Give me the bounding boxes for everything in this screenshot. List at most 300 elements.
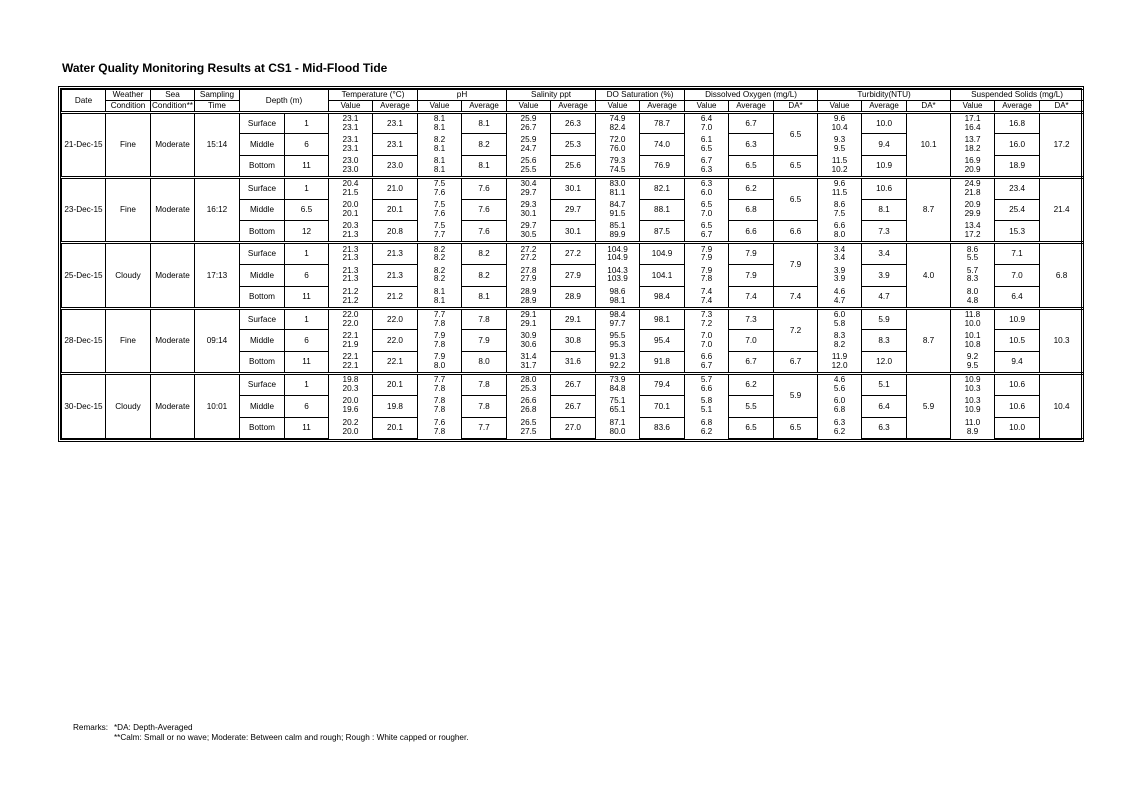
value-reading: 9.3: [833, 134, 846, 144]
value-reading: 22.0: [342, 318, 359, 328]
temperature-values-cell: [329, 156, 373, 178]
value-reading: 72.0: [609, 134, 626, 144]
sea-condition-cell: Moderate: [151, 374, 195, 439]
dissolved-oxygen-values-cell: [685, 417, 729, 439]
value-reading: 8.2: [833, 339, 846, 349]
value-reading: 5.6: [833, 384, 846, 394]
value-reading: 30.6: [520, 339, 537, 349]
value-reading: 104.9: [607, 244, 628, 254]
depth-m-cell: 11: [285, 286, 329, 308]
subheader-value: Value: [329, 101, 373, 113]
depth-m-cell: 1: [285, 308, 329, 330]
ph-values-cell: [418, 374, 462, 396]
value-reading: 7.9: [433, 330, 446, 340]
depth-label-cell: Bottom: [240, 352, 285, 374]
turbidity-values-cell: [818, 330, 862, 352]
value-reading: 7.8: [433, 405, 446, 415]
ph-values-cell: [418, 308, 462, 330]
value-reading: 27.2: [520, 244, 537, 254]
turbidity-average-cell: 4.7: [862, 286, 907, 308]
do-da-cell: 6.5: [774, 112, 818, 156]
salinity-average-cell: 29.7: [551, 199, 596, 221]
value-reading: 7.8: [433, 339, 446, 349]
temperature-average-cell: 23.0: [373, 156, 418, 178]
depth-m-cell: 6: [285, 330, 329, 352]
suspended-solids-values-cell: [951, 308, 995, 330]
depth-label-cell: Surface: [240, 374, 285, 396]
turbidity-da-cell: 10.1: [907, 112, 951, 177]
suspended-solids-values-cell: [951, 156, 995, 178]
dissolved-oxygen-average-cell: 6.2: [729, 374, 774, 396]
value-reading: 8.0: [833, 230, 846, 240]
do-saturation-average-cell: 88.1: [640, 199, 685, 221]
turbidity-values-cell: [818, 177, 862, 199]
value-reading: 28.0: [520, 375, 537, 385]
temperature-average-cell: 21.2: [373, 286, 418, 308]
turbidity-values-cell: [818, 199, 862, 221]
ph-values-cell: [418, 134, 462, 156]
salinity-values-cell: [507, 134, 551, 156]
value-reading: 7.7: [433, 375, 446, 385]
depth-label-cell: Middle: [240, 134, 285, 156]
remarks-sea-note: **Calm: Small or no wave; Moderate: Between calm and rough; Rough : White capped or rougher.: [114, 733, 469, 742]
suspended-solids-average-cell: 7.0: [995, 265, 1040, 287]
salinity-average-cell: 31.6: [551, 352, 596, 374]
suspended-solids-values-cell: [951, 221, 995, 243]
value-reading: 9.2: [966, 352, 979, 361]
value-reading: 8.1: [433, 155, 446, 165]
value-reading: 23.0: [342, 164, 359, 174]
do-saturation-values-cell: [596, 395, 640, 417]
suspended-solids-average-cell: 25.4: [995, 199, 1040, 221]
value-reading: 4.8: [966, 295, 979, 305]
suspended-solids-average-cell: 9.4: [995, 352, 1040, 374]
value-reading: 8.0: [433, 360, 446, 370]
value-reading: 25.6: [520, 155, 537, 165]
temperature-values-cell: [329, 417, 373, 439]
do-saturation-average-cell: 70.1: [640, 395, 685, 417]
dissolved-oxygen-average-cell: 6.5: [729, 156, 774, 178]
dissolved-oxygen-average-cell: 7.9: [729, 243, 774, 265]
turbidity-average-cell: 3.9: [862, 265, 907, 287]
ph-values-cell: [418, 199, 462, 221]
weather-cell: Cloudy: [106, 243, 151, 308]
do-saturation-values-cell: [596, 112, 640, 134]
do-da-cell: 6.5: [774, 177, 818, 221]
dissolved-oxygen-average-cell: 6.6: [729, 221, 774, 243]
value-reading: 20.3: [342, 221, 359, 231]
value-reading: 104.3: [607, 265, 628, 275]
subheader-value: Value: [818, 101, 862, 113]
temperature-values-cell: [329, 395, 373, 417]
ph-average-cell: 8.2: [462, 243, 507, 265]
value-reading: 30.5: [520, 230, 537, 240]
value-reading: 7.8: [433, 318, 446, 328]
suspended-solids-values-cell: [951, 112, 995, 134]
table-header: [62, 90, 1084, 113]
table-row: [62, 243, 1084, 265]
value-reading: 3.9: [833, 274, 846, 284]
value-reading: 7.8: [433, 396, 446, 406]
depth-label-cell: Bottom: [240, 417, 285, 439]
value-reading: 11.9: [831, 352, 848, 361]
salinity-values-cell: [507, 286, 551, 308]
value-reading: 9.6: [833, 179, 846, 189]
temperature-values-cell: [329, 199, 373, 221]
value-reading: 7.9: [700, 244, 713, 254]
value-reading: 18.2: [964, 143, 981, 153]
value-reading: 3.9: [833, 265, 846, 275]
header-weather-1: Weather: [106, 90, 151, 101]
salinity-average-cell: 26.7: [551, 395, 596, 417]
value-reading: 7.4: [700, 295, 713, 305]
ph-average-cell: 7.6: [462, 177, 507, 199]
turbidity-average-cell: 9.4: [862, 134, 907, 156]
do-da-cell: 7.9: [774, 243, 818, 287]
salinity-values-cell: [507, 330, 551, 352]
header-weather-2: Condition: [106, 101, 151, 113]
value-reading: 8.3: [966, 274, 979, 284]
value-reading: 20.0: [342, 396, 359, 406]
value-reading: 8.9: [966, 427, 979, 437]
dissolved-oxygen-values-cell: [685, 221, 729, 243]
ph-average-cell: 8.2: [462, 134, 507, 156]
turbidity-da-cell: 5.9: [907, 374, 951, 439]
turbidity-average-cell: 12.0: [862, 352, 907, 374]
value-reading: 29.7: [520, 221, 537, 231]
value-reading: 74.9: [609, 113, 626, 123]
ph-values-cell: [418, 417, 462, 439]
value-reading: 9.6: [833, 113, 846, 123]
value-reading: 82.4: [609, 122, 626, 132]
value-reading: 20.1: [342, 209, 359, 219]
temperature-values-cell: [329, 308, 373, 330]
subheader-value: Value: [507, 101, 551, 113]
value-reading: 27.5: [520, 427, 537, 437]
temperature-average-cell: 22.1: [373, 352, 418, 374]
value-reading: 21.2: [342, 286, 359, 296]
value-reading: 7.8: [433, 384, 446, 394]
turbidity-values-cell: [818, 395, 862, 417]
value-reading: 30.9: [520, 330, 537, 340]
table-row: [62, 177, 1084, 199]
subheader-average: Average: [995, 101, 1040, 113]
value-reading: 10.0: [964, 318, 981, 328]
ph-average-cell: 7.8: [462, 308, 507, 330]
date-cell: 25-Dec-15: [62, 243, 106, 308]
value-reading: 24.7: [520, 143, 537, 153]
do-bottom-cell: 6.5: [774, 417, 818, 439]
sampling-time-cell: 17:13: [195, 243, 240, 308]
value-reading: 6.6: [700, 384, 713, 394]
temperature-average-cell: 21.3: [373, 265, 418, 287]
value-reading: 13.7: [964, 134, 981, 144]
subheader-average: Average: [373, 101, 418, 113]
value-reading: 16.9: [964, 155, 981, 165]
value-reading: 8.6: [833, 200, 846, 210]
ph-average-cell: 8.0: [462, 352, 507, 374]
value-reading: 21.2: [342, 295, 359, 305]
suspended-solids-average-cell: 16.0: [995, 134, 1040, 156]
ph-average-cell: 8.1: [462, 112, 507, 134]
dissolved-oxygen-average-cell: 6.5: [729, 417, 774, 439]
header-sea-2: Condition**: [152, 101, 193, 110]
value-reading: 6.4: [700, 113, 713, 123]
turbidity-values-cell: [818, 286, 862, 308]
value-reading: 25.9: [520, 113, 537, 123]
temperature-values-cell: [329, 352, 373, 374]
value-reading: 6.0: [833, 396, 846, 406]
subheader-average: Average: [640, 101, 685, 113]
value-reading: 80.0: [609, 427, 626, 437]
header-sampling-2: Time: [195, 101, 240, 113]
dissolved-oxygen-values-cell: [685, 374, 729, 396]
turbidity-average-cell: 6.3: [862, 417, 907, 439]
sea-condition-cell: Moderate: [151, 177, 195, 242]
header-sea-1: Sea: [151, 90, 195, 101]
value-reading: 17.2: [964, 230, 981, 240]
value-reading: 21.3: [342, 274, 359, 284]
header-sampling-1: Sampling: [195, 90, 240, 101]
value-reading: 28.9: [520, 295, 537, 305]
temperature-values-cell: [329, 265, 373, 287]
suspended-solids-values-cell: [951, 199, 995, 221]
sea-condition-cell: Moderate: [151, 308, 195, 373]
header-ph: pH: [418, 90, 507, 101]
value-reading: 6.2: [833, 427, 846, 437]
ph-average-cell: 8.2: [462, 265, 507, 287]
salinity-average-cell: 27.2: [551, 243, 596, 265]
value-reading: 8.1: [433, 122, 446, 132]
value-reading: 21.5: [342, 188, 359, 198]
value-reading: 10.2: [831, 164, 848, 174]
date-cell: 21-Dec-15: [62, 112, 106, 177]
value-reading: 20.2: [342, 418, 359, 428]
temperature-values-cell: [329, 243, 373, 265]
value-reading: 83.0: [609, 179, 626, 189]
header-suspended-solids: Suspended Solids (mg/L): [951, 90, 1084, 101]
value-reading: 19.6: [342, 405, 359, 415]
value-reading: 81.1: [609, 188, 626, 198]
depth-label-cell: Middle: [240, 330, 285, 352]
do-da-cell: 5.9: [774, 374, 818, 418]
value-reading: 7.6: [433, 418, 446, 428]
subheader-average: Average: [462, 101, 507, 113]
value-reading: 5.5: [966, 253, 979, 263]
value-reading: 27.2: [520, 253, 537, 263]
dissolved-oxygen-values-cell: [685, 395, 729, 417]
temperature-average-cell: 21.0: [373, 177, 418, 199]
value-reading: 6.3: [700, 179, 713, 189]
do-saturation-values-cell: [596, 199, 640, 221]
dissolved-oxygen-average-cell: 7.3: [729, 308, 774, 330]
subheader-value: Value: [418, 101, 462, 113]
date-cell: 30-Dec-15: [62, 374, 106, 439]
dissolved-oxygen-values-cell: [685, 243, 729, 265]
value-reading: 29.1: [520, 318, 537, 328]
ph-average-cell: 7.8: [462, 395, 507, 417]
do-saturation-average-cell: 104.9: [640, 243, 685, 265]
value-reading: 91.5: [609, 209, 626, 219]
ph-values-cell: [418, 286, 462, 308]
dissolved-oxygen-values-cell: [685, 199, 729, 221]
value-reading: 98.1: [609, 295, 626, 305]
value-reading: 8.6: [966, 244, 979, 254]
ph-values-cell: [418, 330, 462, 352]
temperature-average-cell: 23.1: [373, 134, 418, 156]
value-reading: 7.5: [833, 209, 846, 219]
subheader-value: Value: [685, 101, 729, 113]
temperature-average-cell: 22.0: [373, 330, 418, 352]
do-saturation-average-cell: 83.6: [640, 417, 685, 439]
salinity-values-cell: [507, 221, 551, 243]
subheader-da: DA*: [1040, 101, 1084, 113]
value-reading: 79.3: [609, 155, 626, 165]
do-saturation-values-cell: [596, 286, 640, 308]
value-reading: 21.3: [342, 244, 359, 254]
turbidity-average-cell: 10.6: [862, 177, 907, 199]
value-reading: 7.3: [700, 309, 713, 319]
subheader-da: DA*: [907, 101, 951, 113]
dissolved-oxygen-average-cell: 5.5: [729, 395, 774, 417]
value-reading: 11.0: [964, 418, 981, 428]
dissolved-oxygen-average-cell: 6.7: [729, 112, 774, 134]
header-date: Date: [62, 90, 106, 113]
value-reading: 7.7: [433, 230, 446, 240]
results-table: [61, 89, 1084, 439]
value-reading: 5.8: [833, 318, 846, 328]
remarks: [73, 723, 469, 743]
value-reading: 6.8: [700, 418, 713, 428]
value-reading: 7.6: [433, 188, 446, 198]
turbidity-values-cell: [818, 352, 862, 374]
value-reading: 9.5: [966, 360, 979, 370]
value-reading: 10.9: [964, 375, 981, 385]
header-salinity: Salinity ppt: [507, 90, 596, 101]
value-reading: 8.2: [433, 253, 446, 263]
value-reading: 7.2: [700, 318, 713, 328]
suspended-solids-values-cell: [951, 395, 995, 417]
value-reading: 5.7: [966, 265, 979, 275]
ph-values-cell: [418, 112, 462, 134]
value-reading: 31.7: [520, 360, 537, 370]
suspended-solids-average-cell: 6.4: [995, 286, 1040, 308]
do-saturation-values-cell: [596, 374, 640, 396]
suspended-solids-average-cell: 15.3: [995, 221, 1040, 243]
value-reading: 31.4: [520, 352, 537, 361]
do-bottom-cell: 6.7: [774, 352, 818, 374]
salinity-average-cell: 25.6: [551, 156, 596, 178]
suspended-solids-da-cell: 17.2: [1040, 112, 1084, 177]
value-reading: 6.8: [833, 405, 846, 415]
dissolved-oxygen-average-cell: 6.7: [729, 352, 774, 374]
dissolved-oxygen-values-cell: [685, 286, 729, 308]
turbidity-average-cell: 5.9: [862, 308, 907, 330]
value-reading: 4.6: [833, 375, 846, 385]
salinity-values-cell: [507, 417, 551, 439]
weather-cell: Fine: [106, 308, 151, 373]
value-reading: 91.3: [609, 352, 626, 361]
do-saturation-average-cell: 98.4: [640, 286, 685, 308]
value-reading: 10.8: [964, 339, 981, 349]
value-reading: 7.8: [433, 427, 446, 437]
value-reading: 21.3: [342, 230, 359, 240]
value-reading: 29.7: [520, 188, 537, 198]
value-reading: 6.0: [833, 309, 846, 319]
temperature-average-cell: 23.1: [373, 112, 418, 134]
report-title: Water Quality Monitoring Results at CS1 - Mid-Flood Tide: [62, 61, 388, 75]
value-reading: 21.9: [342, 339, 359, 349]
depth-label-cell: Bottom: [240, 156, 285, 178]
ph-average-cell: 7.6: [462, 199, 507, 221]
weather-cell: Fine: [106, 112, 151, 177]
depth-m-cell: 1: [285, 374, 329, 396]
dissolved-oxygen-values-cell: [685, 156, 729, 178]
ph-average-cell: 7.7: [462, 417, 507, 439]
value-reading: 22.0: [342, 309, 359, 319]
value-reading: 25.9: [520, 134, 537, 144]
dissolved-oxygen-values-cell: [685, 177, 729, 199]
value-reading: 17.1: [964, 113, 981, 123]
depth-label-cell: Middle: [240, 199, 285, 221]
temperature-values-cell: [329, 177, 373, 199]
value-reading: 104.9: [607, 253, 628, 263]
do-saturation-average-cell: 79.4: [640, 374, 685, 396]
header-dissolved-oxygen: Dissolved Oxygen (mg/L): [685, 90, 818, 101]
suspended-solids-da-cell: 10.4: [1040, 374, 1084, 439]
value-reading: 6.7: [700, 230, 713, 240]
header-turbidity: Turbidity(NTU): [818, 90, 951, 101]
do-bottom-cell: 7.4: [774, 286, 818, 308]
value-reading: 29.9: [964, 209, 981, 219]
value-reading: 95.3: [609, 339, 626, 349]
ph-values-cell: [418, 156, 462, 178]
turbidity-average-cell: 8.1: [862, 199, 907, 221]
value-reading: 11.5: [831, 188, 848, 198]
value-reading: 9.5: [833, 143, 846, 153]
value-reading: 25.5: [520, 164, 537, 174]
header-do-saturation: DO Saturation (%): [596, 90, 685, 101]
value-reading: 76.0: [609, 143, 626, 153]
table-row: [62, 308, 1084, 330]
value-reading: 6.7: [700, 155, 713, 165]
salinity-values-cell: [507, 112, 551, 134]
salinity-values-cell: [507, 156, 551, 178]
temperature-average-cell: 19.8: [373, 395, 418, 417]
value-reading: 20.9: [964, 164, 981, 174]
value-reading: 3.4: [833, 253, 846, 263]
sampling-time-cell: 16:12: [195, 177, 240, 242]
dissolved-oxygen-values-cell: [685, 352, 729, 374]
do-saturation-values-cell: [596, 417, 640, 439]
ph-average-cell: 8.1: [462, 286, 507, 308]
value-reading: 10.9: [964, 405, 981, 415]
value-reading: 8.1: [433, 286, 446, 296]
ph-values-cell: [418, 221, 462, 243]
value-reading: 27.8: [520, 265, 537, 275]
salinity-average-cell: 25.3: [551, 134, 596, 156]
dissolved-oxygen-average-cell: 6.3: [729, 134, 774, 156]
table-row: [62, 374, 1084, 396]
salinity-values-cell: [507, 199, 551, 221]
value-reading: 21.8: [964, 188, 981, 198]
suspended-solids-average-cell: 16.8: [995, 112, 1040, 134]
value-reading: 7.9: [700, 265, 713, 275]
value-reading: 84.8: [609, 384, 626, 394]
value-reading: 8.1: [433, 164, 446, 174]
salinity-values-cell: [507, 395, 551, 417]
dissolved-oxygen-values-cell: [685, 134, 729, 156]
